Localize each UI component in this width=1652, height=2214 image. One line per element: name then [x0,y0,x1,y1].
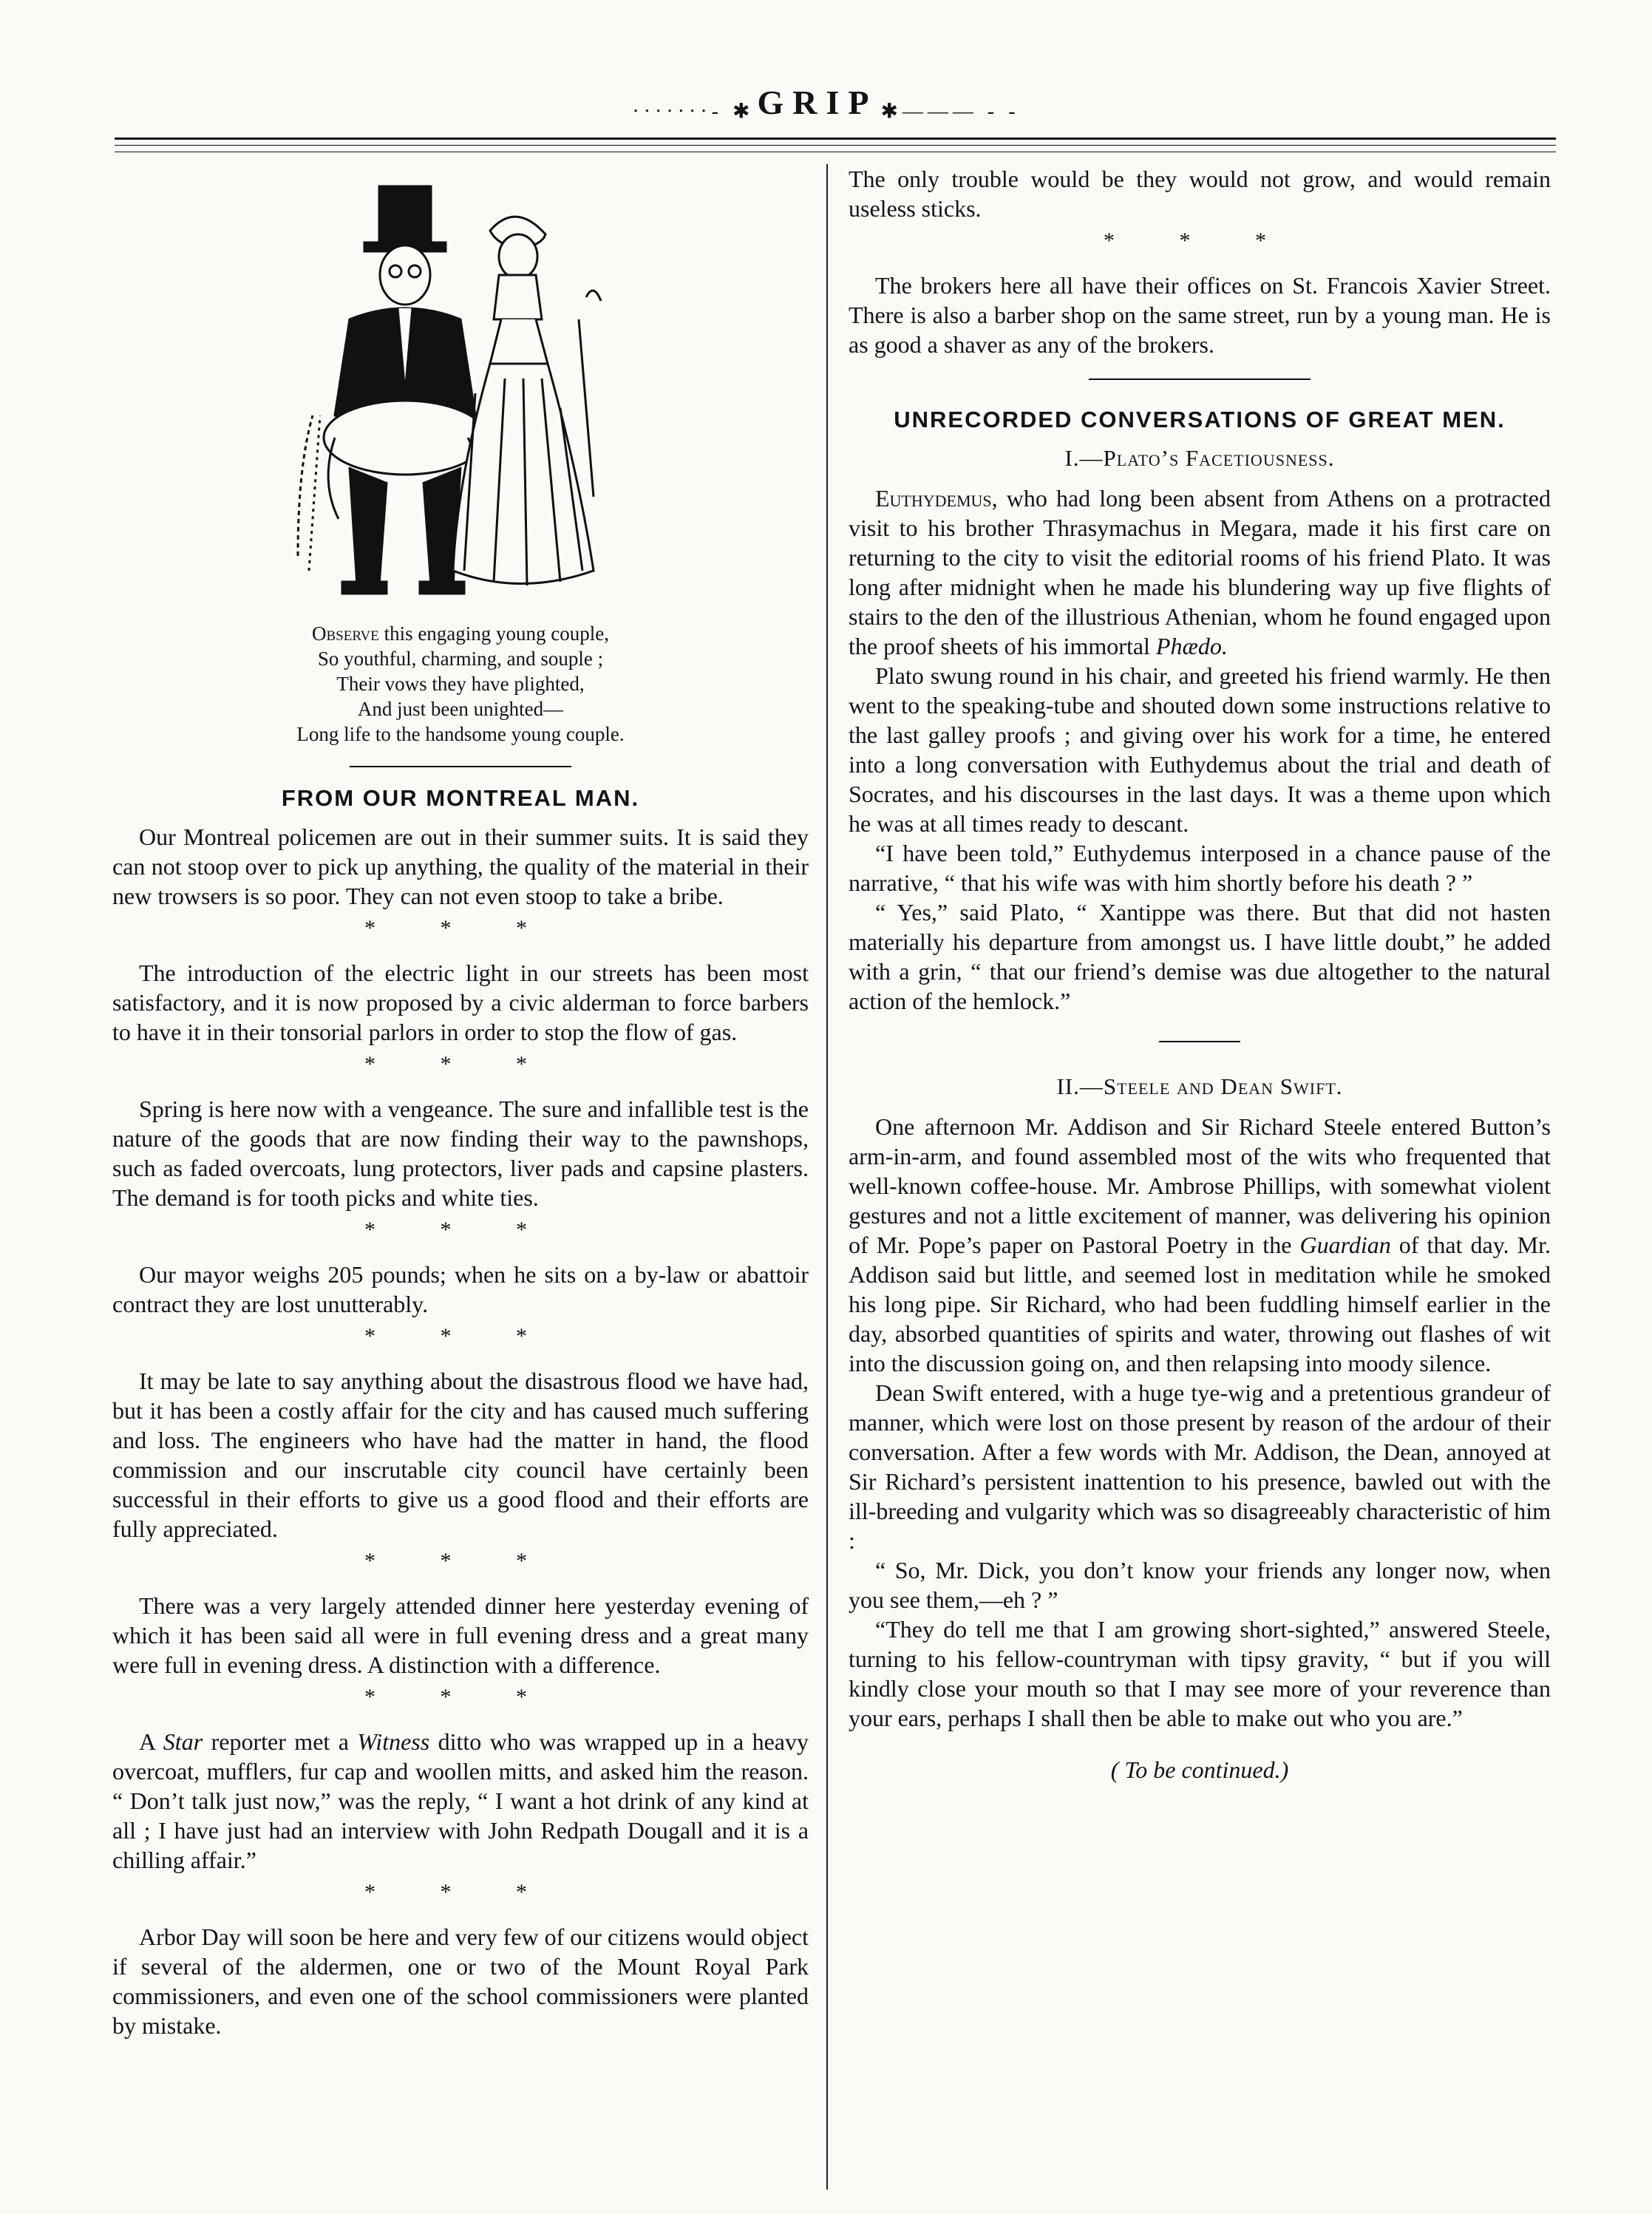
masthead-rule-thin [115,145,1556,146]
montreal-paragraph: Our Montreal policemen are out in their summer suits. It is said they can not stoop over to pick up anything, the quality of the material in their new trowsers is so poor. They can not even stoop to take a bribe. [112,824,809,909]
part-one-title: I.—Plato’s Facetiousness. [1064,445,1335,471]
section-stars: * * * [1104,228,1296,253]
section-rule [1159,1041,1240,1042]
conversations-paragraph: Plato swung round in his chair, and greeted his friend warmly. He then went to the speaking-tube and shouted down some instructions relative to the last galley proofs ; and giving over his work for a time, he entered into a long conversation with Euthydemus about the trial and death of Socrates, and his discourses in the last days. It was a theme upon which he was at all times ready to descant. [849,662,1551,837]
couple-illustration [268,172,653,615]
poem-line-2: So youthful, charming, and souple ; [317,648,604,670]
section-stars: * * * [364,1685,557,1709]
poem [112,621,809,747]
conversations-paragraph: Dean Swift entered, with a huge tye-wig and a pretentious grandeur of manner, which were lost on those present by reason of the ardour of their conversation. After a few words with Mr. Addison, the Dean, annoyed at Sir Richard’s persistent inattention to his presence, bawled out with the ill-breeding and vulgarity which was so disagreeably characteristic of him : [849,1379,1551,1554]
section-rule [350,766,571,767]
column-divider [826,164,828,2190]
poem-line-5: Long life to the handsome young couple. [296,723,625,745]
section-rule [1089,378,1311,380]
conversations-paragraph: “They do tell me that I am growing short-sighted,” answered Steele, turning to his fellow-countryman with tipsy gravity, “ but if you will kindly close your mouth so that I may see more of your reverence than your ears, perhaps I shall then be able to make out who you are.” [849,1616,1551,1731]
section-stars: * * * [364,1880,557,1904]
masthead-title: GRIP [757,84,878,121]
newspaper-name: Star [163,1728,203,1755]
montreal-paragraph: The only trouble would be they would not grow, and would remain useless sticks. [849,166,1551,222]
montreal-paragraph: Arbor Day will soon be here and very few of our citizens would object if several of the aldermen, one or two of the Mount Royal Park commissioners, and even one of the school commissioners were planted by mistake. [112,1923,809,2039]
left-column [112,164,809,2040]
montreal-paragraph: A Star reporter met a Witness ditto who was wrapped up in a heavy overcoat, mufflers, fur cap and woollen mitts, and asked him the reason. “ Don’t talk just now,” was the reply, “ I want a hot drink of any kind at all ; I have just had an interview with John Redpath Dougall and it is a chilling affair.” [112,1728,809,1873]
conversations-heading: UNRECORDED CONVERSATIONS OF GREAT MEN. [894,407,1506,432]
conversations-paragraph: “ Yes,” said Plato, “ Xantippe was there. But that did not hasten materially his departure from amongst us. I have little doubt,” he added with a grin, “ that our friend’s demise was due altogether to the natural action of the hemlock.” [849,899,1551,1014]
conversations-paragraph: “I have been told,” Euthydemus interposed in a chance pause of the narrative, “ that his wife was with him shortly before his death ? ” [849,840,1551,896]
poem-line-1: Observe this engaging young couple, [311,622,610,645]
poem-line-4: And just been unighted— [357,698,564,720]
masthead [0,83,1652,123]
section-stars: * * * [364,1052,557,1076]
montreal-heading: FROM OUR MONTREAL MAN. [281,785,640,811]
montreal-paragraph: The brokers here all have their offices on St. Francois Xavier Street. There is also a barber shop on the same street, run by a young man. He is as good a shaver as any of the brokers. [849,272,1551,358]
montreal-paragraph: Our mayor weighs 205 pounds; when he sits on a by-law or abattoir contract they are lost unutterably. [112,1261,809,1317]
to-be-continued: ( To be continued.) [1110,1756,1289,1783]
montreal-paragraph: There was a very largely attended dinner here yesterday evening of which it has been said all were in full evening dress and a great many were full in evening dress. A distinction with a difference. [112,1592,809,1678]
section-stars: * * * [364,1549,557,1573]
section-stars: * * * [364,916,557,940]
montreal-paragraph: Spring is here now with a vengeance. The sure and infallible test is the nature of the goods that are now finding their way to the pawnshops, such as faded overcoats, lung protectors, liver pads and capsine plasters. The demand is for tooth picks and white ties. [112,1096,809,1211]
section-stars: * * * [364,1218,557,1242]
conversations-paragraph: One afternoon Mr. Addison and Sir Richard Steele entered Button’s arm-in-arm, and found assembled most of the wits who frequented that well-known coffee-house. Mr. Ambrose Phillips, with somewhat violent gestures and not a little excitement of manner, was delivering his opinion of Mr. Pope’s paper on Pastoral Poetry in the Guardian of that day. Mr. Addison said but little, and seemed lost in meditation while he smoked his long pipe. Sir Richard, who had been fuddling himself earlier in the day, absorbed quantities of spirits and water, throwing out flashes of wit into the discussion going on, and then relapsing into moody silence. [849,1113,1551,1376]
masthead-right-ornament: ✱——— - - [880,100,1020,123]
conversations-paragraph: “ So, Mr. Dick, you don’t know your friends any longer now, when you see them,—eh ? ” [849,1557,1551,1613]
conversations-paragraph: Euthydemus, who had long been absent from Athens on a protracted visit to his brother Thrasymachus in Megara, made it his first care on returning to the city to visit the editorial rooms of his friend Plato. It was long after midnight when he made his blundering way up five flights of stairs to the den of the illustrious Athenian, whom he found engaged upon the proof sheets of his immortal Phædo. [849,485,1551,659]
masthead-left-ornament: ·······- ✱ [632,100,755,123]
newspaper-name: Witness [357,1728,430,1755]
montreal-paragraph: The introduction of the electric light in our streets has been most satisfactory, and it is now proposed by a civic alderman to force barbers to have it in their tonsorial parlors in order to stop the flow of gas. [112,960,809,1045]
masthead-rule [115,137,1556,140]
part-two-title: II.—Steele and Dean Swift. [1056,1073,1343,1099]
right-column [849,164,1551,1785]
montreal-paragraph: It may be late to say anything about the disastrous flood we have had, but it has been a costly affair for the city and has caused much suffering and loss. The engineers who have had the matter in hand, the flood commission and our inscrutable city council have certainly been successful in their efforts to give us a good flood and their efforts are fully appreciated. [112,1368,809,1542]
poem-line-3: Their vows they have plighted, [336,673,585,695]
section-stars: * * * [364,1324,557,1348]
